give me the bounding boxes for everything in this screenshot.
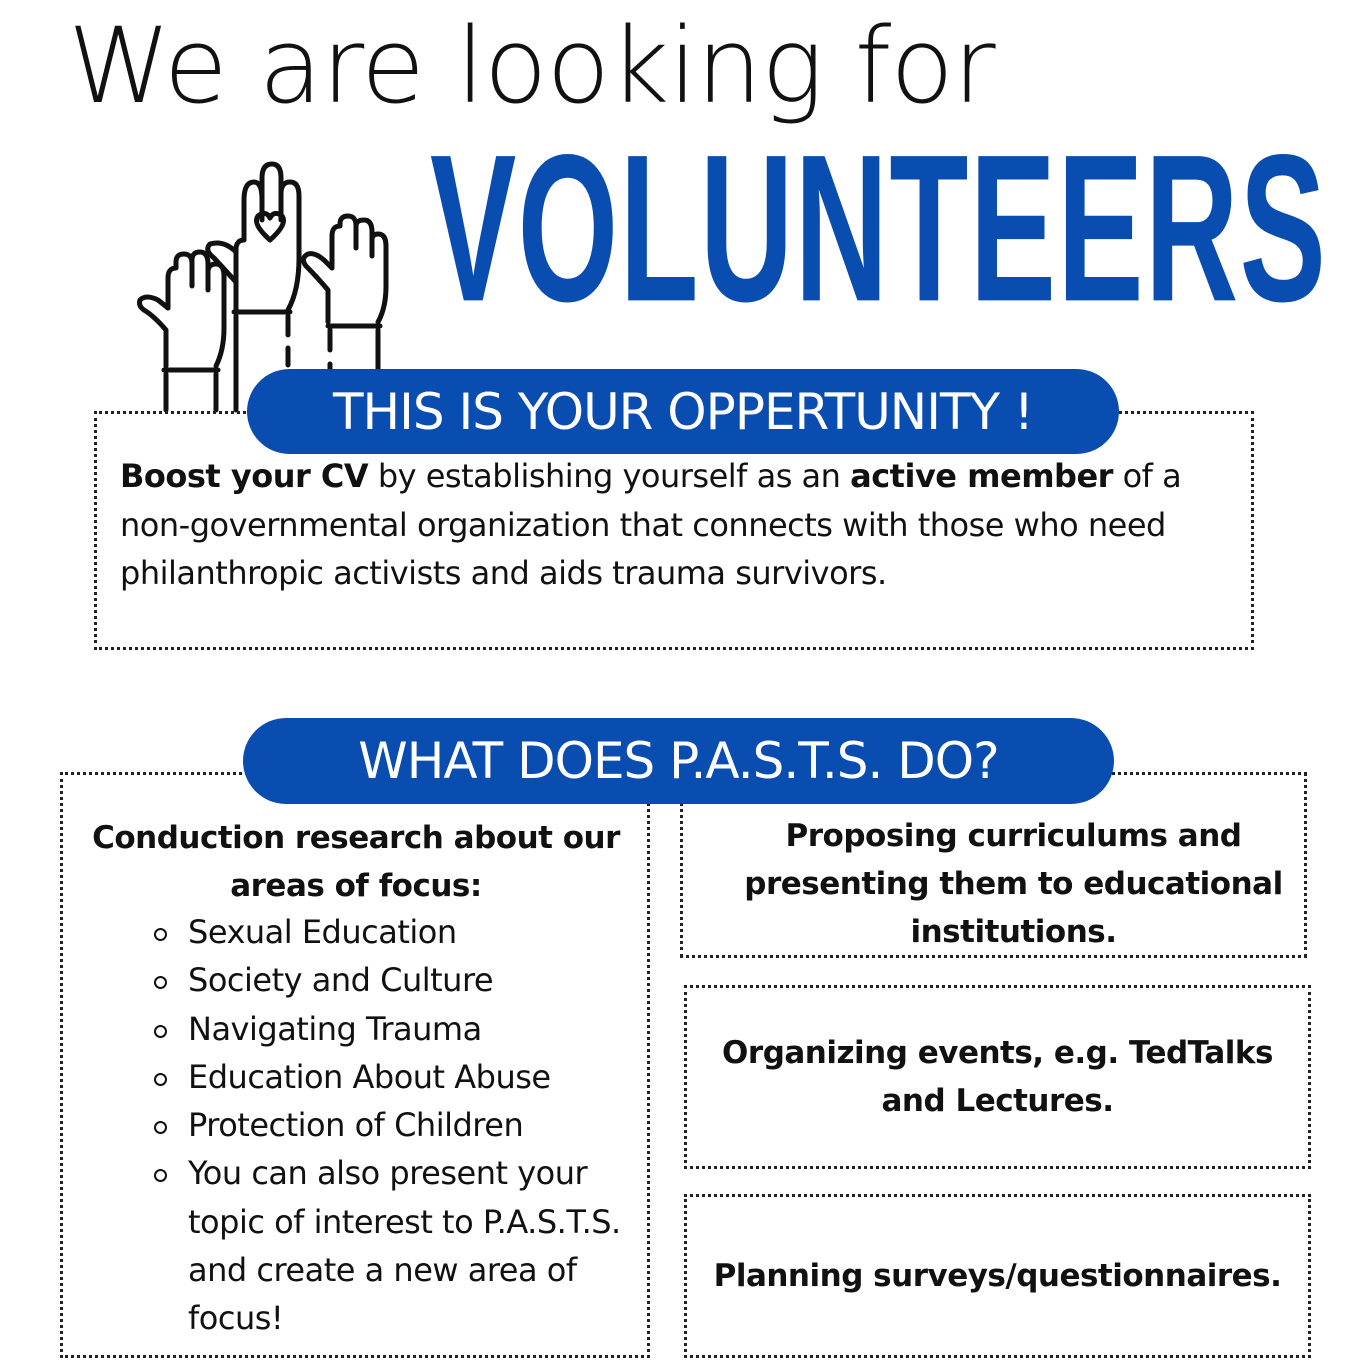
task-curriculums: Proposing curriculums and presenting them to educational institutions.	[744, 818, 1283, 950]
research-title: Conduction research about our areas of focus:	[92, 820, 620, 904]
opportunity-text: Boost your CV by establishing yourself as an active member of a non-governmental organization that connects with those who need philanthropic activists and aids trauma survivors.	[120, 457, 1182, 592]
opportunity-banner: THIS IS YOUR OPPERTUNITY !	[247, 369, 1119, 454]
list-item: Society and Culture	[150, 956, 640, 1004]
task-box-surveys	[684, 1194, 1311, 1358]
volunteers-headline: VOLUNTEERS	[430, 111, 1328, 346]
pasts-banner: WHAT DOES P.A.S.T.S. DO?	[243, 718, 1114, 804]
list-item: Navigating Trauma	[150, 1005, 640, 1053]
list-item: Sexual Education	[150, 908, 640, 956]
list-item: Education About Abuse	[150, 1053, 640, 1101]
task-box-events	[684, 985, 1311, 1169]
focus-areas-list	[150, 908, 640, 1343]
list-item: You can also present your topic of interest to P.A.S.T.S. and create a new area of focus!	[150, 1149, 640, 1342]
boost-cv-text: Boost your CV	[120, 457, 369, 495]
task-surveys: Planning surveys/questionnaires.	[713, 1258, 1282, 1294]
active-member-text: active member	[850, 457, 1113, 495]
task-events: Organizing events, e.g. TedTalks and Lectures.	[722, 1035, 1273, 1119]
page-heading: We are looking for	[68, 5, 995, 127]
list-item: Protection of Children	[150, 1101, 640, 1149]
